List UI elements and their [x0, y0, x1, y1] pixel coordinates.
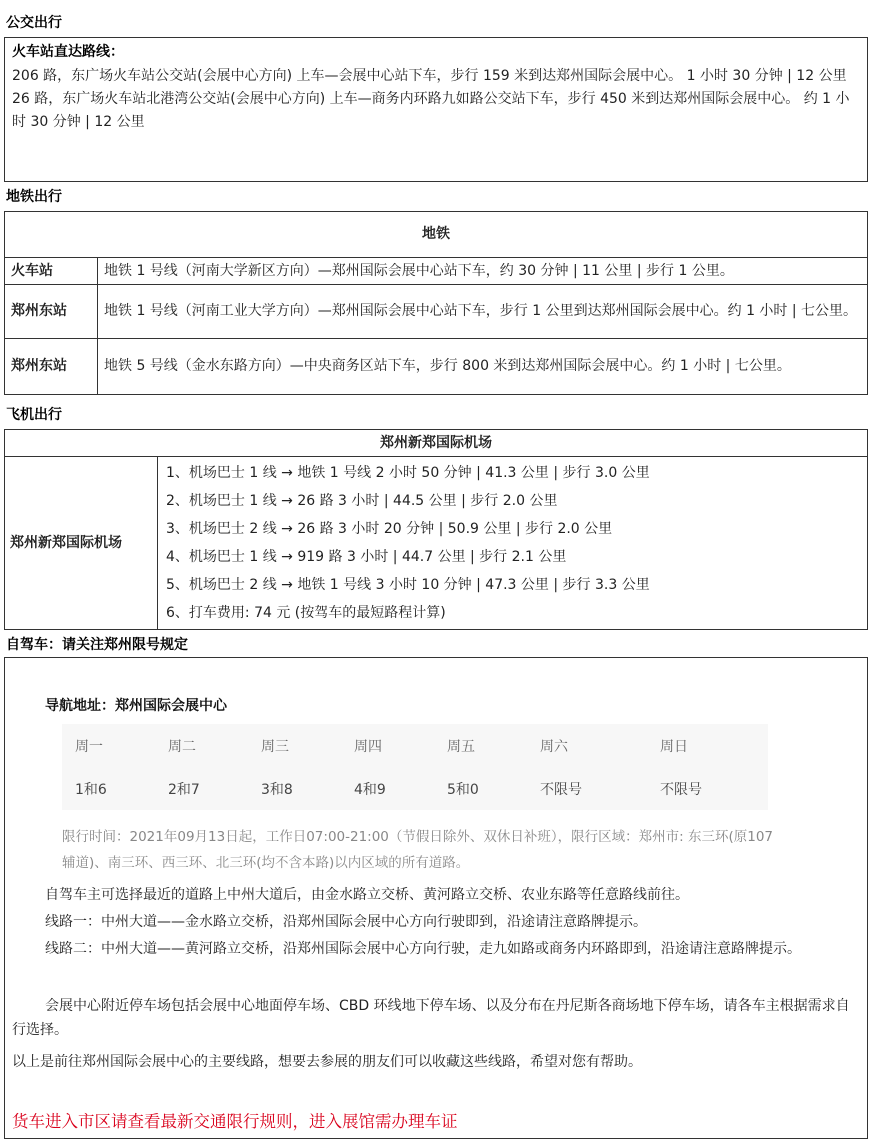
- plate-value: 5和0: [447, 781, 479, 798]
- plate-value: 3和8: [261, 781, 293, 798]
- day-label: 周六: [540, 738, 568, 755]
- list-item: 5、机场巴士 2 线 → 地铁 1 号线 3 小时 10 分钟 | 47.3 公里 | 步行 3.3 公里: [166, 577, 650, 593]
- air-table: [4, 429, 868, 630]
- day-label: 周三: [261, 738, 289, 755]
- day-label: 周一: [75, 738, 103, 755]
- truck-notice: 货车进入市区请查看最新交通限行规则，进入展馆需办理车证: [12, 1112, 458, 1131]
- list-item: 6、打车费用: 74 元 (按驾车的最短路程计算): [166, 605, 446, 621]
- air-section-title: 飞机出行: [6, 407, 62, 423]
- metro-station: 郑州东站: [5, 339, 98, 395]
- list-item: 1、机场巴士 1 线 → 地铁 1 号线 2 小时 50 分钟 | 41.3 公里 | 步行 3.0 公里: [166, 465, 650, 481]
- air-table-wrap: [4, 429, 868, 630]
- plate-value: 1和6: [75, 781, 107, 798]
- bus-section-title: 公交出行: [6, 15, 62, 31]
- plate-limit-table: [62, 724, 768, 810]
- plate-value: 4和9: [354, 781, 386, 798]
- air-items: [158, 457, 868, 630]
- bus-route-1: 206 路，东广场火车站公交站(会展中心方向) 上车—会展中心站下车，步行 159 米到达郑州国际会展中心。 1 小时 30 分钟 | 12 公里: [12, 68, 847, 84]
- day-label: 周日: [660, 738, 688, 755]
- table-row: [5, 457, 868, 630]
- bus-route-title: 火车站直达路线：: [12, 44, 124, 60]
- nav-address: 导航地址：郑州国际会展中心: [45, 698, 227, 714]
- table-row: [5, 285, 868, 339]
- drive-para-4: 会展中心附近停车场包括会展中心地面停车场、CBD 环线地下停车场、以及分布在丹尼斯各商场地下停车场，请各车主根据需求自行选择。: [12, 998, 850, 1038]
- air-header: 郑州新郑国际机场: [5, 430, 868, 457]
- table-row: [5, 258, 868, 285]
- bus-route-box: [4, 37, 868, 182]
- limit-note: 限行时间：2021年09月13日起，工作日07:00-21:00（节假日除外、双休日补班），限行区域：郑州市: 东三环(原107辅道)、南三环、西三环、北三环(均不含本路)以内区域的所有道路。: [62, 829, 774, 871]
- drive-para-2: 线路一：中州大道——金水路立交桥，沿郑州国际会展中心方向行驶即到，沿途请注意路牌提示。: [45, 914, 647, 930]
- metro-station: 郑州东站: [5, 285, 98, 339]
- day-label: 周四: [354, 738, 382, 755]
- metro-desc: 地铁 5 号线（金水东路方向）—中央商务区站下车，步行 800 米到达郑州国际会展中心。约 1 小时 | 七公里。: [98, 339, 868, 395]
- plate-limit-days-row: [62, 724, 768, 767]
- metro-header: 地铁: [5, 212, 868, 258]
- metro-station: 火车站: [5, 258, 98, 285]
- air-label: 郑州新郑国际机场: [5, 457, 158, 630]
- metro-header-row: [5, 212, 868, 258]
- plate-value: 2和7: [168, 781, 200, 798]
- list-item: 4、机场巴士 1 线 → 919 路 3 小时 | 44.7 公里 | 步行 2.1 公里: [166, 549, 567, 565]
- plate-limit-values-row: [62, 767, 768, 810]
- plate-value: 不限号: [660, 781, 702, 798]
- metro-table-wrap: [4, 211, 868, 395]
- air-header-row: [5, 430, 868, 457]
- table-row: [5, 339, 868, 395]
- plate-value: 不限号: [540, 781, 582, 798]
- metro-table: [4, 211, 868, 395]
- metro-desc: 地铁 1 号线（河南工业大学方向）—郑州国际会展中心站下车，步行 1 公里到达郑州国际会展中心。约 1 小时 | 七公里。: [98, 285, 868, 339]
- metro-desc: 地铁 1 号线（河南大学新区方向）—郑州国际会展中心站下车，约 30 分钟 | 11 公里 | 步行 1 公里。: [98, 258, 868, 285]
- list-item: 3、机场巴士 2 线 → 26 路 3 小时 20 分钟 | 50.9 公里 | 步行 2.0 公里: [166, 521, 613, 537]
- list-item: 2、机场巴士 1 线 → 26 路 3 小时 | 44.5 公里 | 步行 2.0 公里: [166, 493, 558, 509]
- drive-para-5: 以上是前往郑州国际会展中心的主要线路，想要去参展的朋友们可以收藏这些线路，希望对您有帮助。: [12, 1054, 642, 1070]
- drive-para-3: 线路二：中州大道——黄河路立交桥，沿郑州国际会展中心方向行驶，走九如路或商务内环路即到，沿途请注意路牌提示。: [45, 941, 801, 957]
- drive-section-title: 自驾车：请关注郑州限号规定: [6, 637, 188, 653]
- drive-para-1: 自驾车主可选择最近的道路上中州大道后，由金水路立交桥、黄河路立交桥、农业东路等任意路线前往。: [45, 887, 689, 903]
- metro-section-title: 地铁出行: [6, 189, 62, 205]
- day-label: 周二: [168, 738, 196, 755]
- bus-route-2: 26 路，东广场火车站北港湾公交站(会展中心方向) 上车—商务内环路九如路公交站下车，步行 450 米到达郑州国际会展中心。 约 1 小时 30 分钟 | 12 公里: [12, 91, 850, 130]
- day-label: 周五: [447, 738, 475, 755]
